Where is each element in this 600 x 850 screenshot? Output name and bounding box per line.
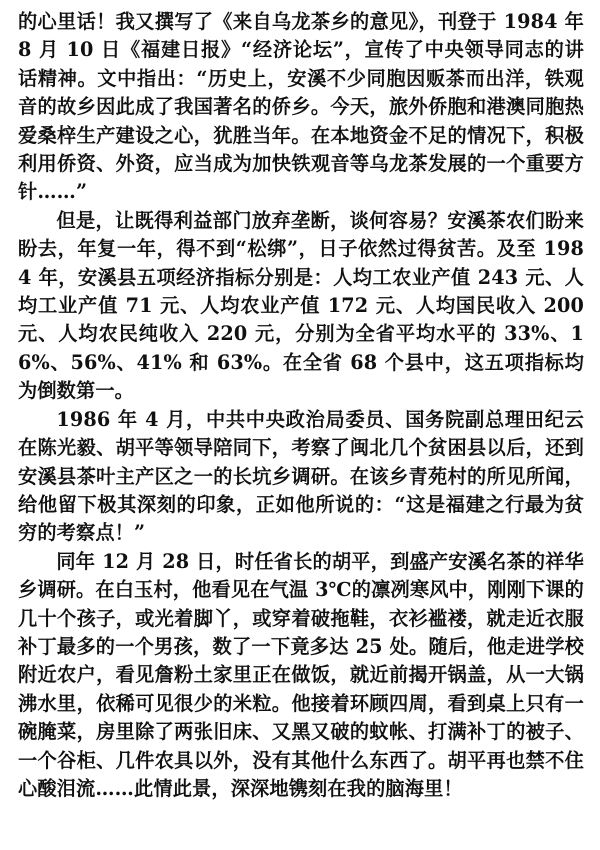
document-page	[18, 8, 584, 803]
paragraph-3: 1986 年 4 月，中共中央政治局委员、国务院副总理田纪云在陈光毅、胡平等领导陪同下，考察了闽北几个贫困县以后，还到安溪县茶叶主产区之一的长坑乡调研。在该乡青苑村的所见所闻，给他留下极其深刻的印象，正如他所说的：“这是福建之行最为贫穷的考察点！”	[18, 407, 584, 545]
paragraph-1: 的心里话！我又撰写了《来自乌龙茶乡的意见》，刊登于 1984 年 8 月 10 日《福建日报》“经济论坛”，宣传了中央领导同志的讲话精神。文中指出：“历史上，安溪不少同胞因贩茶而出洋，铁观音的故乡因此成了我国著名的侨乡。今天，旅外侨胞和港澳同胞热爱桑梓生产建设之心，犹胜当年。在本地资金不足的情况下，积极利用侨资、外资，应当成为加快铁观音等乌龙茶发展的一个重要方针……”	[18, 10, 584, 204]
paragraph-2: 但是，让既得利益部门放弃垄断，谈何容易？安溪茶农们盼来盼去，年复一年，得不到“松绑”，日子依然过得贫苦。及至 1984 年，安溪县五项经济指标分别是：人均工农业产值 243 元、人均工业产值 71 元、人均农业产值 172 元、人均国民收入 200 元、人均农民纯收入 220 元，分别为全省平均水平的 33%、16%、56%、41% 和 63%。在全省 68 个县中，这五项指标均为倒数第一。	[18, 208, 584, 403]
paragraph-4: 同年 12 月 28 日，时任省长的胡平，到盛产安溪名茶的祥华乡调研。在白玉村，他看见在气温 3℃的凛冽寒风中，刚刚下课的几十个孩子，或光着脚丫，或穿着破拖鞋，衣衫褴褛，就走近衣服补丁最多的一个男孩，数了一下竟多达 25 处。随后，他走进学校附近农户，看见詹粉土家里正在做饭，就近前揭开锅盖，从一大锅沸水里，依稀可见很少的米粒。他接着环顾四周，看到桌上只有一碗腌菜，房里除了两张旧床、又黑又破的蚊帐、打满补丁的被子、一个谷柜、几件农具以外，没有其他什么东西了。胡平再也禁不住心酸泪流……此情此景，深深地镌刻在我的脑海里！	[18, 549, 584, 800]
